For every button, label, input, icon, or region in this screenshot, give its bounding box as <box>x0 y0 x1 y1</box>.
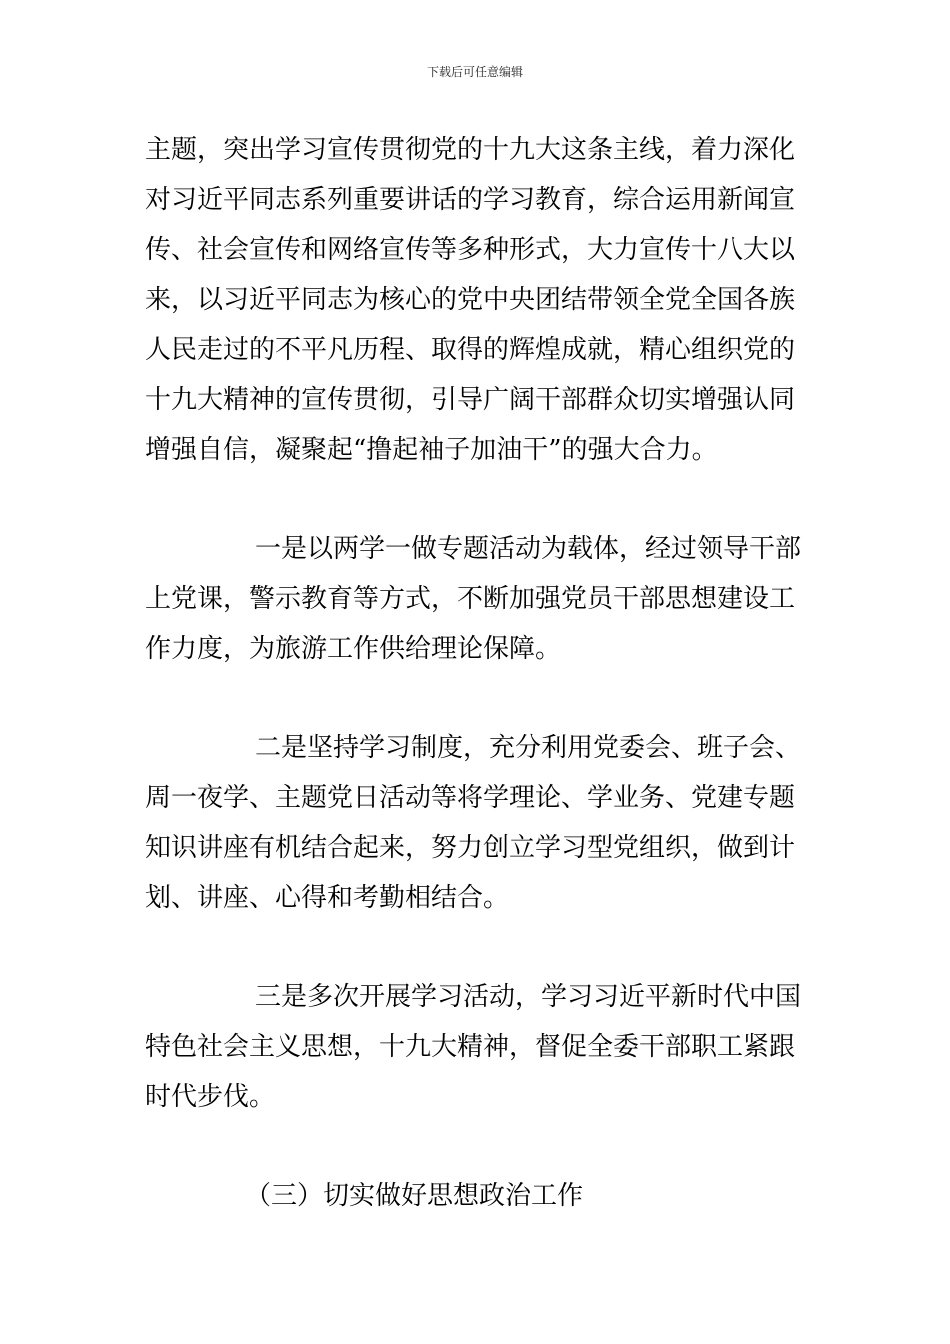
paragraph-first-line: 一是以两学一做专题活动为载体，经过领导干部 <box>255 534 802 564</box>
paragraph-line: 对习近平同志系列重要讲话的学习教育，综合运用新闻宣 <box>145 185 796 215</box>
paragraph-line: 来，以习近平同志为核心的党中央团结带领全党全国各族 <box>145 285 796 315</box>
paragraph-line: 主题，突出学习宣传贯彻党的十九大这条主线，着力深化 <box>145 135 796 165</box>
paragraph-line: 传、社会宣传和网络宣传等多种形式，大力宣传十八大以 <box>145 235 796 265</box>
paragraph-line: 时代步伐。 <box>145 1082 276 1112</box>
paragraph-line: 划、讲座、心得和考勤相结合。 <box>145 883 510 913</box>
paragraph-line: 上党课，警示教育等方式，不断加强党员干部思想建设工 <box>145 584 796 614</box>
page-header: 下载后可任意编辑 <box>426 65 523 79</box>
paragraph-first-line: 二是坚持学习制度，充分利用党委会、班子会、 <box>255 733 802 763</box>
paragraph-line: 十九大精神的宣传贯彻，引导广阔干部群众切实增强认同 <box>145 385 796 415</box>
paragraph-line: 作力度，为旅游工作供给理论保障。 <box>145 634 562 664</box>
section-heading: （三）切实做好思想政治工作 <box>245 1181 584 1211</box>
paragraph-line: 特色社会主义思想，十九大精神，督促全委干部职工紧跟 <box>145 1032 796 1062</box>
paragraph-line: 知识讲座有机结合起来，努力创立学习型党组织，做到计 <box>145 833 796 863</box>
paragraph-line: 周一夜学、主题党日活动等将学理论、学业务、党建专题 <box>145 783 796 813</box>
paragraph-first-line: 三是多次开展学习活动，学习习近平新时代中国 <box>255 982 802 1012</box>
paragraph-line: 增强自信，凝聚起“撸起袖子加油干”的强大合力。 <box>145 435 718 465</box>
paragraph-line: 人民走过的不平凡历程、取得的辉煌成就，精心组织党的 <box>145 335 796 365</box>
